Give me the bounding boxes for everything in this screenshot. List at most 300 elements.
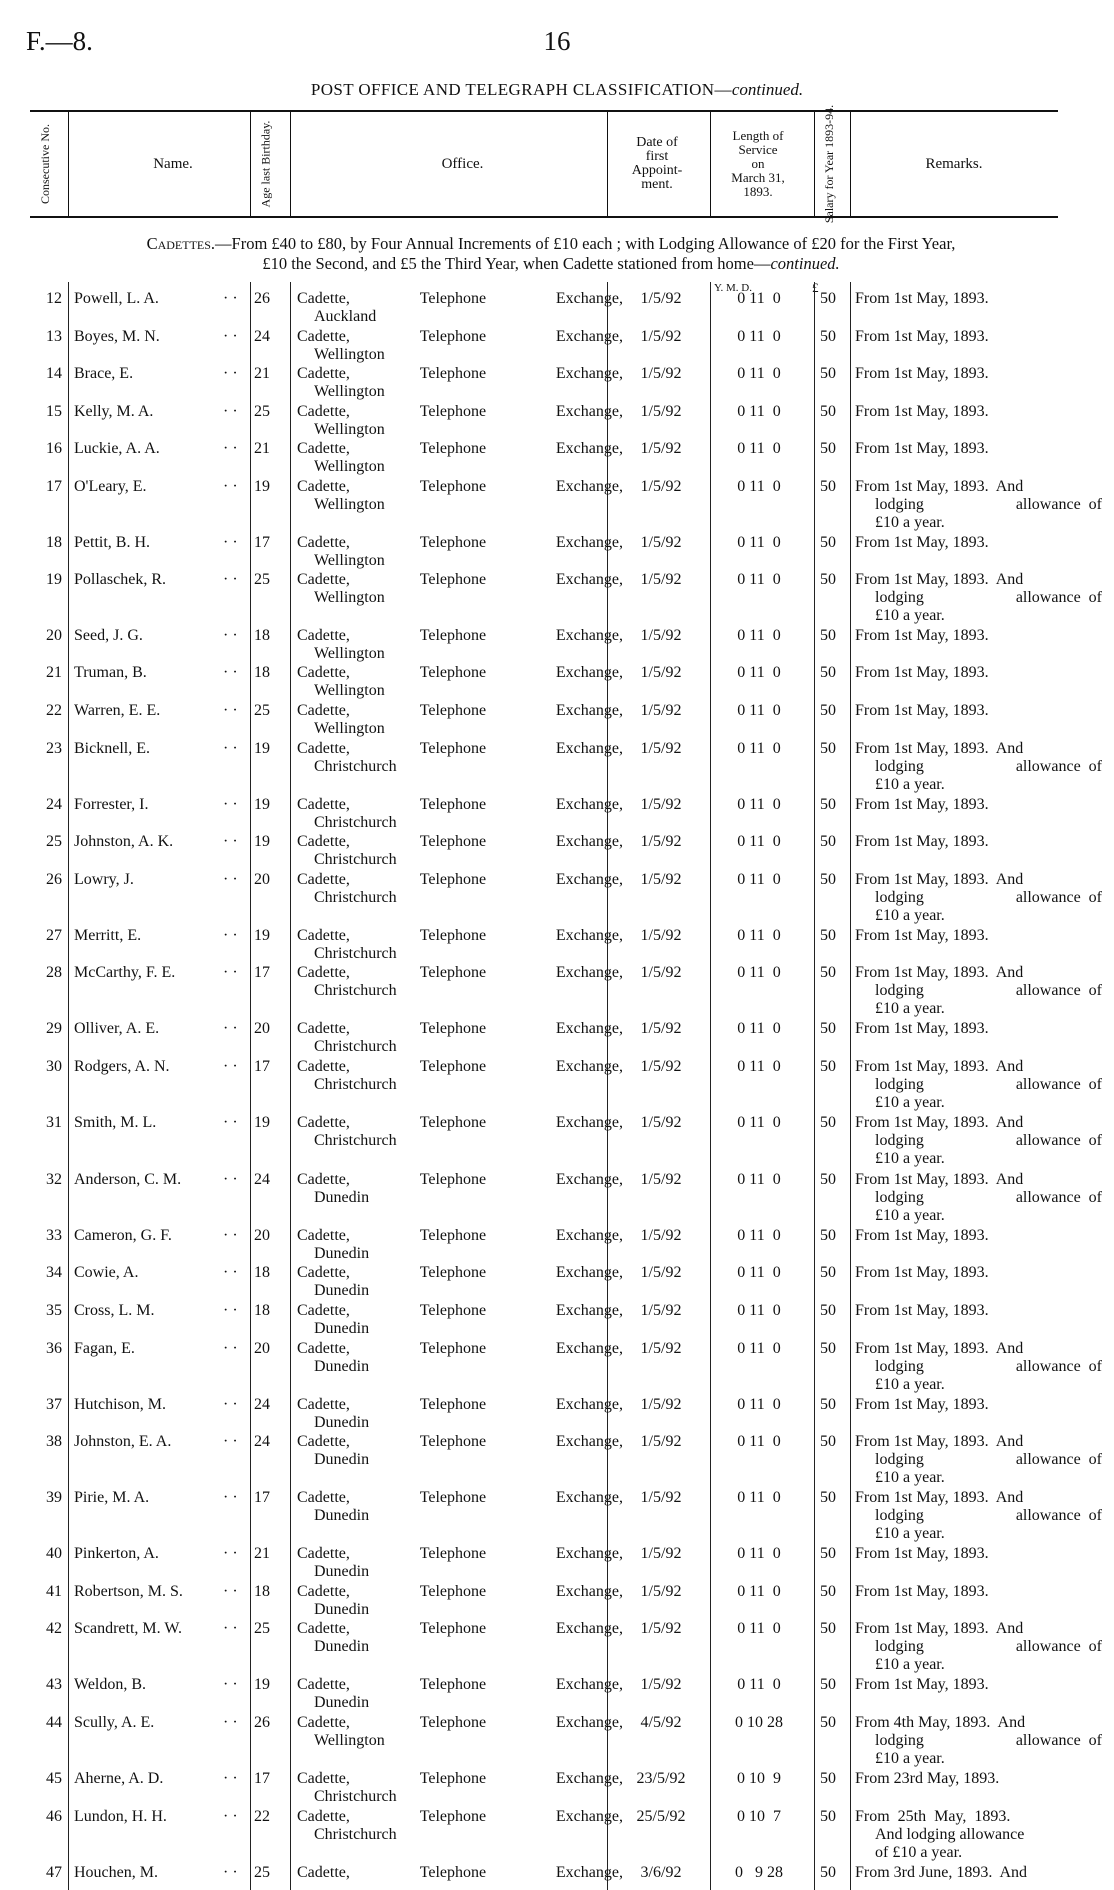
row-salary: 50 <box>820 440 836 457</box>
row-remarks: From 1st May, 1893. <box>855 403 989 420</box>
row-number: 33 <box>46 1227 62 1244</box>
row-age: 22 <box>254 1808 270 1825</box>
row-office: Cadette, Telephone Exchange, Dunedin <box>297 1620 623 1655</box>
row-date: 1/5/92 <box>640 740 682 757</box>
row-office: Cadette, Telephone Exchange, Auckland <box>297 290 623 325</box>
row-leader-dots: · · <box>223 927 238 944</box>
row-salary: 50 <box>820 478 836 495</box>
title-text: POST OFFICE AND TELEGRAPH CLASSIFICATION— <box>310 80 732 99</box>
row-name: Seed, J. G. <box>74 627 143 644</box>
row-remarks: From 1st May, 1893. <box>855 1583 989 1600</box>
row-service: 0 11 0 <box>737 1396 781 1413</box>
section-note <box>26 234 1076 274</box>
row-office: Cadette, Telephone Exchange, Wellington <box>297 365 623 400</box>
row-age: 17 <box>254 534 270 551</box>
row-age: 19 <box>254 1676 270 1693</box>
row-salary: 50 <box>820 833 836 850</box>
row-service: 0 11 0 <box>737 1058 781 1075</box>
row-date: 1/5/92 <box>640 627 682 644</box>
row-name: Smith, M. L. <box>74 1114 157 1131</box>
row-remarks: From 1st May, 1893. And lodging allowance of £10 a year. <box>855 1620 1102 1673</box>
row-leader-dots: · · <box>223 290 238 307</box>
row-service: 0 10 7 <box>737 1808 781 1825</box>
row-remarks: From 4th May, 1893. And lodging allowance of £10 a year. <box>855 1714 1102 1767</box>
row-date: 1/5/92 <box>640 1171 682 1188</box>
row-leader-dots: · · <box>223 1020 238 1037</box>
row-remarks: From 1st May, 1893. And lodging allowance of £10 a year. <box>855 1058 1102 1111</box>
row-leader-dots: · · <box>223 833 238 850</box>
classification-table <box>30 282 1102 1890</box>
row-number: 14 <box>46 365 62 382</box>
row-number: 22 <box>46 702 62 719</box>
row-name: Kelly, M. A. <box>74 403 154 420</box>
row-office: Cadette, Telephone Exchange, Christchurch <box>297 1770 623 1805</box>
row-name: McCarthy, F. E. <box>74 964 176 981</box>
row-number: 13 <box>46 328 62 345</box>
row-remarks: From 1st May, 1893. <box>855 833 989 850</box>
row-service: 0 10 28 <box>735 1714 783 1731</box>
row-date: 1/5/92 <box>640 1676 682 1693</box>
row-number: 30 <box>46 1058 62 1075</box>
row-number: 40 <box>46 1545 62 1562</box>
row-remarks: From 1st May, 1893. <box>855 796 989 813</box>
row-salary: 50 <box>820 1020 836 1037</box>
row-number: 39 <box>46 1489 62 1506</box>
row-service: 0 11 0 <box>737 478 781 495</box>
row-age: 25 <box>254 702 270 719</box>
row-remarks: From 1st May, 1893. <box>855 927 989 944</box>
row-service: 0 11 0 <box>737 1264 781 1281</box>
row-service: 0 11 0 <box>737 1620 781 1637</box>
row-salary: 50 <box>820 290 836 307</box>
row-salary: 50 <box>820 1396 836 1413</box>
row-service: 0 11 0 <box>737 534 781 551</box>
row-number: 47 <box>46 1864 62 1881</box>
row-age: 17 <box>254 1058 270 1075</box>
row-leader-dots: · · <box>223 1433 238 1450</box>
row-service: 0 11 0 <box>737 927 781 944</box>
row-office: Cadette, Telephone Exchange, Dunedin <box>297 1171 623 1206</box>
row-leader-dots: · · <box>223 403 238 420</box>
row-office: Cadette, Telephone Exchange, Dunedin <box>297 1676 623 1711</box>
row-name: Houchen, M. <box>74 1864 158 1881</box>
row-salary: 50 <box>820 1171 836 1188</box>
row-name: Pollaschek, R. <box>74 571 166 588</box>
row-service: 0 11 0 <box>737 1020 781 1037</box>
row-name: Pirie, M. A. <box>74 1489 150 1506</box>
row-salary: 50 <box>820 1264 836 1281</box>
row-name: Luckie, A. A. <box>74 440 160 457</box>
salary-unit: £ <box>812 280 819 295</box>
row-leader-dots: · · <box>223 1864 238 1881</box>
row-office: Cadette, Telephone Exchange, Christchurch <box>297 1808 623 1843</box>
row-leader-dots: · · <box>223 1264 238 1281</box>
row-name: Truman, B. <box>74 664 147 681</box>
row-date: 1/5/92 <box>640 290 682 307</box>
row-age: 18 <box>254 1264 270 1281</box>
row-office: Cadette, Telephone Exchange, Dunedin <box>297 1264 623 1299</box>
row-name: Pettit, B. H. <box>74 534 151 551</box>
row-date: 23/5/92 <box>636 1770 686 1787</box>
row-salary: 50 <box>820 1583 836 1600</box>
row-salary: 50 <box>820 534 836 551</box>
row-age: 19 <box>254 927 270 944</box>
row-age: 19 <box>254 478 270 495</box>
row-number: 18 <box>46 534 62 551</box>
row-number: 17 <box>46 478 62 495</box>
row-number: 12 <box>46 290 62 307</box>
row-leader-dots: · · <box>223 1676 238 1693</box>
row-age: 18 <box>254 664 270 681</box>
row-service: 0 9 28 <box>735 1864 783 1881</box>
header-length: Length of Service on March 31, 1893. <box>731 128 785 199</box>
row-date: 1/5/92 <box>640 702 682 719</box>
row-office: Cadette, Telephone Exchange, Dunedin <box>297 1340 623 1375</box>
row-name: Bicknell, E. <box>74 740 150 757</box>
row-leader-dots: · · <box>223 1171 238 1188</box>
row-service: 0 11 0 <box>737 1489 781 1506</box>
row-remarks: From 1st May, 1893. And lodging allowance of £10 a year. <box>855 964 1102 1017</box>
row-remarks: From 1st May, 1893. And lodging allowance of £10 a year. <box>855 1433 1102 1486</box>
row-office: Cadette, Telephone Exchange, Christchurch <box>297 1058 623 1093</box>
row-number: 37 <box>46 1396 62 1413</box>
header-salary: Salary for Year 1893-94. <box>822 104 836 224</box>
row-age: 19 <box>254 1114 270 1131</box>
row-number: 20 <box>46 627 62 644</box>
row-service: 0 11 0 <box>737 664 781 681</box>
row-name: Johnston, E. A. <box>74 1433 172 1450</box>
row-service: 0 10 9 <box>737 1770 781 1787</box>
row-remarks: From 3rd June, 1893. And <box>855 1864 1027 1881</box>
row-age: 26 <box>254 290 270 307</box>
row-age: 24 <box>254 328 270 345</box>
row-age: 17 <box>254 1489 270 1506</box>
row-date: 1/5/92 <box>640 1620 682 1637</box>
row-remarks: From 1st May, 1893. <box>855 1396 989 1413</box>
row-salary: 50 <box>820 871 836 888</box>
row-office: Cadette, Telephone Exchange, Wellington <box>297 440 623 475</box>
row-date: 1/5/92 <box>640 833 682 850</box>
row-service: 0 11 0 <box>737 1114 781 1131</box>
row-office: Cadette, Telephone Exchange, Dunedin <box>297 1489 623 1524</box>
row-leader-dots: · · <box>223 1545 238 1562</box>
row-service: 0 11 0 <box>737 1433 781 1450</box>
row-salary: 50 <box>820 1433 836 1450</box>
row-remarks: From 1st May, 1893. <box>855 1264 989 1281</box>
row-office: Cadette, Telephone Exchange, Wellington <box>297 478 623 513</box>
row-office: Cadette, Telephone Exchange, Christchurch <box>297 740 623 775</box>
row-age: 24 <box>254 1396 270 1413</box>
row-leader-dots: · · <box>223 534 238 551</box>
row-name: Olliver, A. E. <box>74 1020 160 1037</box>
row-number: 44 <box>46 1714 62 1731</box>
row-number: 21 <box>46 664 62 681</box>
row-remarks: From 1st May, 1893. And lodging allowance of £10 a year. <box>855 1114 1102 1167</box>
row-name: Brace, E. <box>74 365 134 382</box>
row-age: 18 <box>254 1583 270 1600</box>
row-salary: 50 <box>820 571 836 588</box>
row-office: Cadette, Telephone Exchange, Christchurch <box>297 871 623 906</box>
row-number: 19 <box>46 571 62 588</box>
row-name: Scandrett, M. W. <box>74 1620 182 1637</box>
row-office: Cadette, Telephone Exchange, Christchurch <box>297 964 623 999</box>
row-remarks: From 1st May, 1893. <box>855 702 989 719</box>
row-office: Cadette, Telephone Exchange, Wellington <box>297 534 623 569</box>
row-date: 1/5/92 <box>640 1545 682 1562</box>
header-name: Name. <box>153 156 193 172</box>
row-leader-dots: · · <box>223 1770 238 1787</box>
row-salary: 50 <box>820 1808 836 1825</box>
row-service: 0 11 0 <box>737 964 781 981</box>
row-age: 18 <box>254 627 270 644</box>
row-office: Cadette, Telephone Exchange, Wellington <box>297 664 623 699</box>
row-salary: 50 <box>820 740 836 757</box>
row-number: 31 <box>46 1114 62 1131</box>
page-number: 16 <box>543 26 571 56</box>
row-leader-dots: · · <box>223 1396 238 1413</box>
header-date: Date of first Appoint- ment. <box>631 135 683 192</box>
row-number: 42 <box>46 1620 62 1637</box>
row-date: 1/5/92 <box>640 1340 682 1357</box>
row-remarks: From 1st May, 1893. And lodging allowance of £10 a year. <box>855 571 1102 624</box>
row-remarks: From 23rd May, 1893. <box>855 1770 1000 1787</box>
row-number: 45 <box>46 1770 62 1787</box>
row-number: 15 <box>46 403 62 420</box>
row-date: 1/5/92 <box>640 1302 682 1319</box>
row-salary: 50 <box>820 1302 836 1319</box>
row-remarks: From 1st May, 1893. <box>855 365 989 382</box>
row-date: 1/5/92 <box>640 365 682 382</box>
row-age: 20 <box>254 1020 270 1037</box>
row-service: 0 11 0 <box>737 440 781 457</box>
row-age: 19 <box>254 740 270 757</box>
row-name: Lundon, H. H. <box>74 1808 167 1825</box>
row-number: 35 <box>46 1302 62 1319</box>
row-remarks: From 1st May, 1893. And lodging allowance of £10 a year. <box>855 740 1102 793</box>
table-header <box>30 104 1058 224</box>
row-office: Cadette, Telephone Exchange, Christchurch <box>297 1114 623 1149</box>
row-age: 25 <box>254 1620 270 1637</box>
row-name: Robertson, M. S. <box>74 1583 183 1600</box>
row-service: 0 11 0 <box>737 796 781 813</box>
row-leader-dots: · · <box>223 627 238 644</box>
row-leader-dots: · · <box>223 1583 238 1600</box>
row-office: Cadette, Telephone Exchange, Christchurch <box>297 1020 623 1055</box>
row-date: 1/5/92 <box>640 1396 682 1413</box>
row-remarks: From 1st May, 1893. <box>855 1227 989 1244</box>
row-age: 19 <box>254 833 270 850</box>
row-office: Cadette, Telephone Exchange, Dunedin <box>297 1302 623 1337</box>
row-date: 1/5/92 <box>640 1114 682 1131</box>
row-date: 1/5/92 <box>640 440 682 457</box>
row-office: Cadette, Telephone Exchange, Wellington <box>297 1714 623 1749</box>
row-office: Cadette, Telephone Exchange, Dunedin <box>297 1545 623 1580</box>
row-number: 16 <box>46 440 62 457</box>
row-remarks: From 25th May, 1893. And lodging allowance of £10 a year. <box>855 1808 1025 1861</box>
row-office: Cadette, Telephone Exchange, Christchurch <box>297 833 623 868</box>
row-leader-dots: · · <box>223 1620 238 1637</box>
row-remarks: From 1st May, 1893. And lodging allowance of £10 a year. <box>855 871 1102 924</box>
row-date: 1/5/92 <box>640 871 682 888</box>
row-service: 0 11 0 <box>737 1340 781 1357</box>
row-salary: 50 <box>820 328 836 345</box>
row-office: Cadette, Telephone Exchange, Christchurch <box>297 927 623 962</box>
row-name: Forrester, I. <box>74 796 149 813</box>
row-name: Warren, E. E. <box>74 702 161 719</box>
page-title <box>0 80 1114 100</box>
row-service: 0 11 0 <box>737 1302 781 1319</box>
row-number: 26 <box>46 871 62 888</box>
row-date: 3/6/92 <box>640 1864 682 1881</box>
row-age: 17 <box>254 1770 270 1787</box>
row-age: 21 <box>254 1545 270 1562</box>
row-date: 1/5/92 <box>640 1227 682 1244</box>
row-name: Rodgers, A. N. <box>74 1058 170 1075</box>
row-date: 1/5/92 <box>640 403 682 420</box>
row-leader-dots: · · <box>223 1808 238 1825</box>
row-office: Cadette, Telephone Exchange, Wellington <box>297 403 623 438</box>
header-age: Age last Birthday. <box>258 120 272 208</box>
row-salary: 50 <box>820 702 836 719</box>
row-remarks: From 1st May, 1893. <box>855 290 989 307</box>
row-name: Cross, L. M. <box>74 1302 155 1319</box>
row-remarks: From 1st May, 1893. <box>855 1545 989 1562</box>
row-name: Aherne, A. D. <box>74 1770 164 1787</box>
row-salary: 50 <box>820 1770 836 1787</box>
row-leader-dots: · · <box>223 871 238 888</box>
row-number: 34 <box>46 1264 62 1281</box>
row-salary: 50 <box>820 1714 836 1731</box>
row-salary: 50 <box>820 1114 836 1131</box>
row-salary: 50 <box>820 1545 836 1562</box>
row-service: 0 11 0 <box>737 1227 781 1244</box>
header-consecutive: Consecutive No. <box>38 124 52 204</box>
row-service: 0 11 0 <box>737 871 781 888</box>
row-salary: 50 <box>820 1227 836 1244</box>
row-salary: 50 <box>820 796 836 813</box>
row-date: 1/5/92 <box>640 1433 682 1450</box>
section-line2: £10 the Second, and £5 the Third Year, when Cadette stationed from home— <box>262 254 771 273</box>
row-name: Merritt, E. <box>74 927 142 944</box>
row-leader-dots: · · <box>223 478 238 495</box>
row-number: 24 <box>46 796 62 813</box>
row-remarks: From 1st May, 1893. <box>855 1020 989 1037</box>
row-office: Cadette, Telephone Exchange, Dunedin <box>297 1396 623 1431</box>
row-leader-dots: · · <box>223 1340 238 1357</box>
row-number: 46 <box>46 1808 62 1825</box>
row-service: 0 11 0 <box>737 571 781 588</box>
section-lead: Cadettes. <box>146 234 216 253</box>
row-remarks: From 1st May, 1893. <box>855 534 989 551</box>
header-office: Office. <box>441 156 484 172</box>
row-age: 20 <box>254 871 270 888</box>
row-age: 18 <box>254 1302 270 1319</box>
row-age: 26 <box>254 1714 270 1731</box>
row-leader-dots: · · <box>223 365 238 382</box>
row-date: 1/5/92 <box>640 964 682 981</box>
row-leader-dots: · · <box>223 1114 238 1131</box>
row-office: Cadette, Telephone Exchange, Dunedin <box>297 1433 623 1468</box>
row-remarks: From 1st May, 1893. And lodging allowance of £10 a year. <box>855 1489 1102 1542</box>
row-office: Cadette, Telephone Exchange, Christchurch <box>297 796 623 831</box>
row-date: 1/5/92 <box>640 1058 682 1075</box>
row-number: 32 <box>46 1171 62 1188</box>
row-date: 1/5/92 <box>640 664 682 681</box>
row-name: Weldon, B. <box>74 1676 147 1693</box>
document-id: F.—8. <box>26 26 93 56</box>
row-service: 0 11 0 <box>737 1583 781 1600</box>
row-date: 25/5/92 <box>636 1808 686 1825</box>
row-remarks: From 1st May, 1893. <box>855 664 989 681</box>
row-salary: 50 <box>820 1058 836 1075</box>
service-units: Y. M. D. <box>714 282 753 294</box>
row-date: 1/5/92 <box>640 796 682 813</box>
row-remarks: From 1st May, 1893. <box>855 440 989 457</box>
row-age: 20 <box>254 1227 270 1244</box>
row-name: Cowie, A. <box>74 1264 139 1281</box>
row-number: 28 <box>46 964 62 981</box>
row-salary: 50 <box>820 1864 836 1881</box>
row-service: 0 11 0 <box>737 702 781 719</box>
row-leader-dots: · · <box>223 1227 238 1244</box>
row-office: Cadette, Telephone Exchange, <box>297 1864 623 1881</box>
row-leader-dots: · · <box>223 702 238 719</box>
row-number: 27 <box>46 927 62 944</box>
row-leader-dots: · · <box>223 1714 238 1731</box>
row-number: 41 <box>46 1583 62 1600</box>
row-date: 1/5/92 <box>640 927 682 944</box>
row-salary: 50 <box>820 1620 836 1637</box>
row-leader-dots: · · <box>223 1058 238 1075</box>
section-line1: —From £40 to £80, by Four Annual Increments of £10 each ; with Lodging Allowance of £20 for the First Year, <box>215 234 956 253</box>
row-remarks: From 1st May, 1893. And lodging allowance of £10 a year. <box>855 1171 1102 1224</box>
row-age: 21 <box>254 365 270 382</box>
row-date: 1/5/92 <box>640 1489 682 1506</box>
row-leader-dots: · · <box>223 796 238 813</box>
row-service: 0 11 0 <box>737 1545 781 1562</box>
row-office: Cadette, Telephone Exchange, Wellington <box>297 627 623 662</box>
row-leader-dots: · · <box>223 1489 238 1506</box>
row-salary: 50 <box>820 365 836 382</box>
row-name: Boyes, M. N. <box>74 328 160 345</box>
row-name: Johnston, A. K. <box>74 833 174 850</box>
row-remarks: From 1st May, 1893. And lodging allowance of £10 a year. <box>855 478 1102 531</box>
row-age: 25 <box>254 403 270 420</box>
row-name: Lowry, J. <box>74 871 134 888</box>
row-name: Anderson, C. M. <box>74 1171 182 1188</box>
row-name: Scully, A. E. <box>74 1714 155 1731</box>
row-remarks: From 1st May, 1893. <box>855 328 989 345</box>
row-service: 0 11 0 <box>737 627 781 644</box>
row-date: 1/5/92 <box>640 478 682 495</box>
row-number: 29 <box>46 1020 62 1037</box>
row-name: Hutchison, M. <box>74 1396 166 1413</box>
row-salary: 50 <box>820 627 836 644</box>
row-office: Cadette, Telephone Exchange, Wellington <box>297 702 623 737</box>
section-continued: continued. <box>770 254 840 273</box>
row-remarks: From 1st May, 1893. <box>855 1676 989 1693</box>
row-age: 25 <box>254 1864 270 1881</box>
row-salary: 50 <box>820 664 836 681</box>
row-salary: 50 <box>820 403 836 420</box>
row-salary: 50 <box>820 964 836 981</box>
row-salary: 50 <box>820 927 836 944</box>
row-age: 20 <box>254 1340 270 1357</box>
row-age: 17 <box>254 964 270 981</box>
row-date: 1/5/92 <box>640 328 682 345</box>
row-salary: 50 <box>820 1676 836 1693</box>
row-age: 21 <box>254 440 270 457</box>
